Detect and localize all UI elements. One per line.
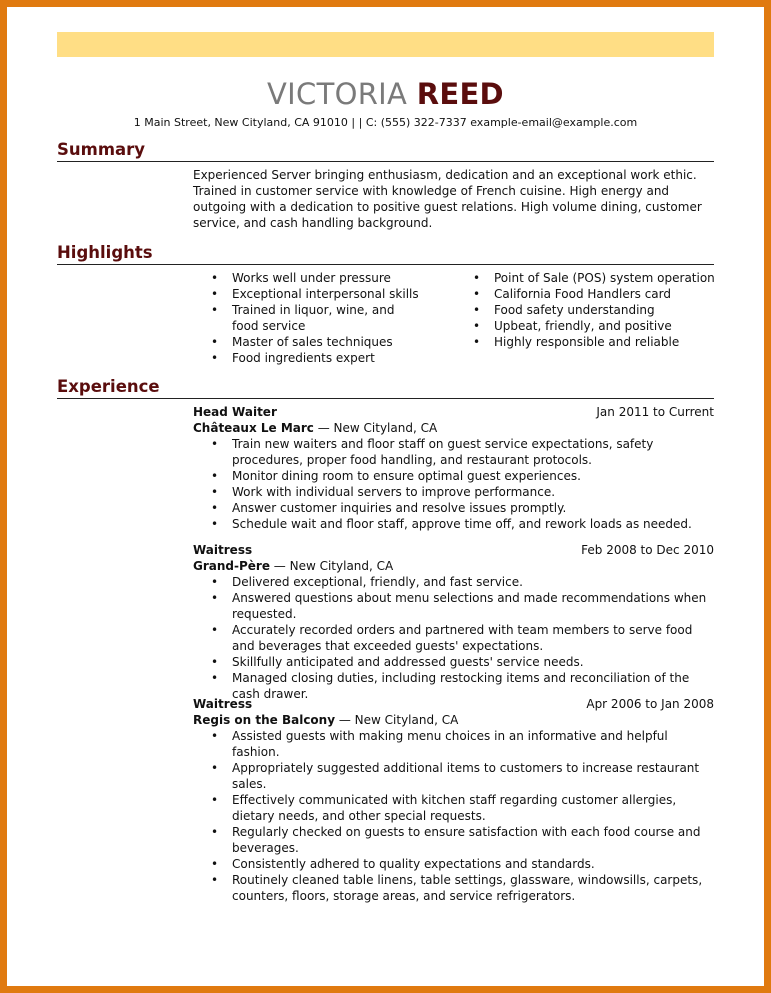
list-item: • Works well under pressure [193, 270, 423, 286]
list-item: • Answered questions about menu selections and made recommendations when requested. [193, 590, 714, 622]
list-item: • Monitor dining room to ensure optimal guest experiences. [193, 468, 714, 484]
list-item: • Upbeat, friendly, and positive [455, 318, 715, 334]
list-item: • Managed closing duties, including restocking items and reconciliation of the cash drawer. [193, 670, 714, 702]
summary-divider [57, 161, 714, 162]
company-name: Châteaux Le Marc [193, 421, 314, 435]
job-dates: Apr 2006 to Jan 2008 [586, 697, 714, 711]
list-item: • Effectively communicated with kitchen staff regarding customer allergies, dietary needs, and other special requests. [193, 792, 714, 824]
list-item: • Delivered exceptional, friendly, and fast service. [193, 574, 714, 590]
summary-heading: Summary [57, 140, 146, 159]
list-item: • Regularly checked on guests to ensure satisfaction with each food course and beverages. [193, 824, 714, 856]
list-item: • Exceptional interpersonal skills [193, 286, 423, 302]
experience-divider [57, 398, 714, 399]
job-entry [193, 696, 714, 904]
job-title: Waitress [193, 543, 253, 557]
highlights-divider [57, 264, 714, 265]
list-item: • Assisted guests with making menu choices in an informative and helpful fashion. [193, 728, 714, 760]
list-item: • Highly responsible and reliable [455, 334, 715, 350]
list-item: • Routinely cleaned table linens, table settings, glassware, windowsills, carpets, counters, floors, storage areas, and service refrigerators. [193, 872, 714, 904]
job-entry [193, 542, 714, 702]
list-item: • Answer customer inquiries and resolve issues promptly. [193, 500, 714, 516]
job-dates: Jan 2011 to Current [596, 405, 714, 419]
list-item: • Appropriately suggested additional items to customers to increase restaurant sales. [193, 760, 714, 792]
job-title: Waitress [193, 697, 253, 711]
job-location: — New Cityland, CA [335, 713, 459, 727]
list-item: • Consistently adhered to quality expectations and standards. [193, 856, 714, 872]
job-dates: Feb 2008 to Dec 2010 [581, 543, 714, 557]
contact-line: 1 Main Street, New Cityland, CA 91010 | | C: (555) 322-7337 example-email@example.com [133, 116, 638, 129]
header-accent-bar [57, 32, 714, 57]
first-name: VICTORIA [267, 77, 408, 111]
job-title: Head Waiter [193, 405, 277, 419]
candidate-name [7, 77, 764, 111]
list-item: • Schedule wait and floor staff, approve time off, and rework loads as needed. [193, 516, 714, 532]
experience-heading: Experience [57, 377, 160, 396]
list-item: • Food ingredients expert [193, 350, 423, 366]
highlights-left-list [193, 270, 423, 366]
job-duties [193, 728, 714, 904]
job-location: — New Cityland, CA [269, 559, 394, 573]
list-item: • Point of Sale (POS) system operation [455, 270, 715, 286]
list-item: • Skillfully anticipated and addressed guests' service needs. [193, 654, 714, 670]
last-name: REED [416, 77, 504, 111]
list-item: • Master of sales techniques [193, 334, 423, 350]
list-item: • Food safety understanding [455, 302, 715, 318]
highlights-heading: Highlights [57, 243, 153, 262]
job-duties [193, 574, 714, 702]
list-item: • Work with individual servers to improve performance. [193, 484, 714, 500]
company-name: Grand-Père [193, 559, 270, 573]
company-name: Regis on the Balcony [193, 713, 336, 727]
list-item: • Accurately recorded orders and partnered with team members to serve food and beverages that exceeded guests' expectations. [193, 622, 714, 654]
summary-text: Experienced Server bringing enthusiasm, dedication and an exceptional work ethic. Trained in customer service with knowledge of French cuisine. High energy and outgoing with a dedication to positive guest relations. High volume dining, customer service, and cash handling background. [193, 168, 702, 230]
resume-page [7, 7, 764, 986]
list-item: • Train new waiters and floor staff on guest service expectations, safety procedures, proper food handling, and restaurant protocols. [193, 436, 714, 468]
job-duties [193, 436, 714, 532]
list-item: • Trained in liquor, wine, and food service [193, 302, 423, 334]
job-location: — New Cityland, CA [313, 421, 438, 435]
list-item: • California Food Handlers card [455, 286, 715, 302]
highlights-right-list [455, 270, 715, 350]
job-entry [193, 404, 714, 532]
